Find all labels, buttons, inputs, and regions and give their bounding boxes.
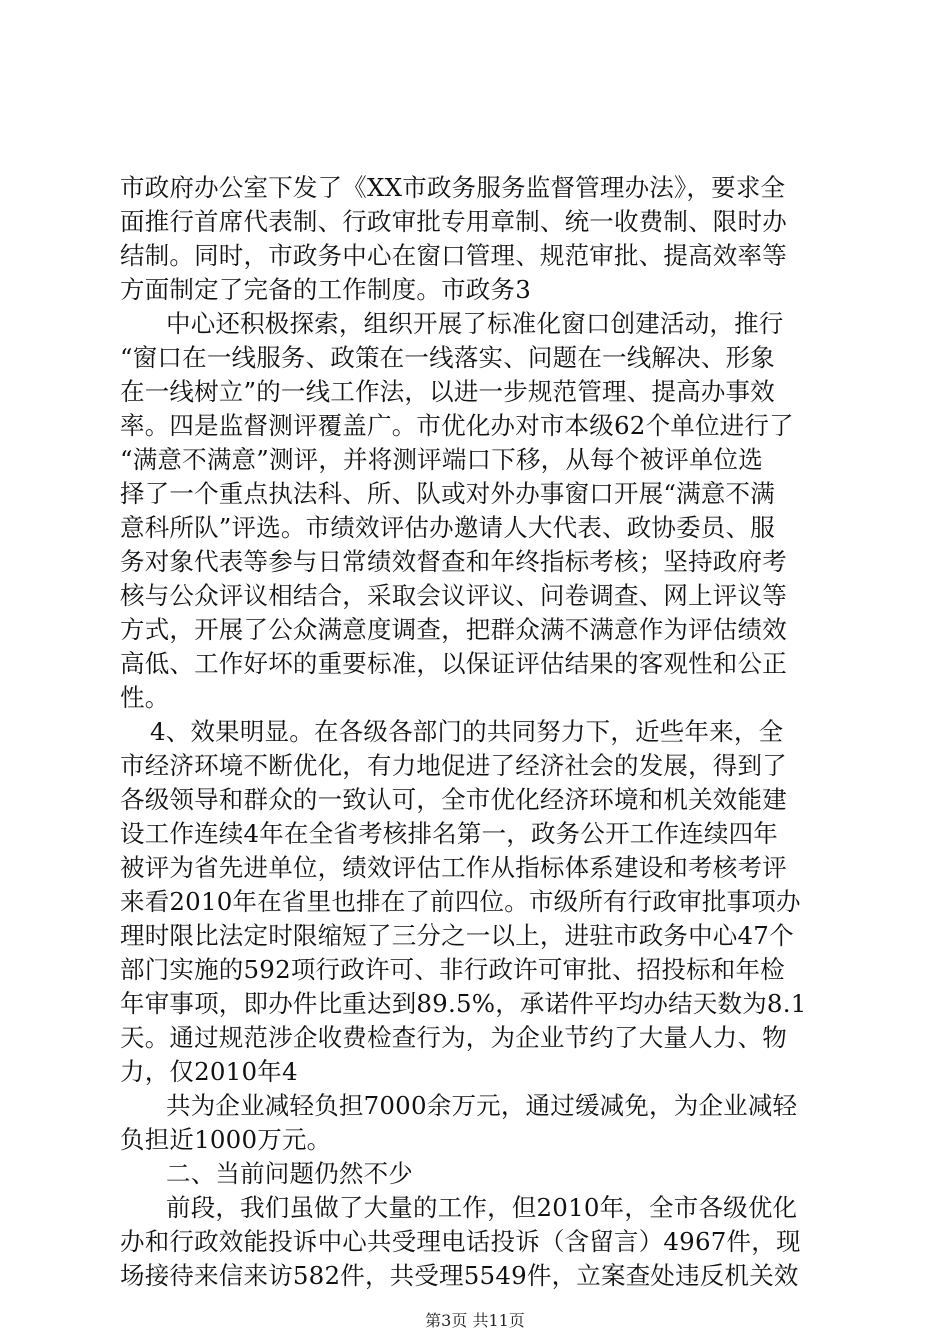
text-line-29: 负担近1000万元。 bbox=[120, 1125, 332, 1154]
text-line-28: 共为企业减轻负担7000余万元，通过缓减免，为企业减轻 bbox=[166, 1091, 798, 1120]
text-line-23: 理时限比法定时限缩短了三分之一以上，进驻市政务中心47个 bbox=[120, 921, 794, 950]
text-line-31: 前段，我们虽做了大量的工作，但2010年，全市各级优化 bbox=[166, 1193, 798, 1222]
text-line-12: 务对象代表等参与日常绩效督查和年终指标考核；坚持政府考 bbox=[120, 547, 787, 576]
text-line-10: 择了一个重点执法科、所、队或对外办事窗口开展“满意不满 bbox=[120, 479, 775, 508]
text-line-33: 场接待来信来访582件，共受理5549件，立案查处违反机关效 bbox=[120, 1261, 799, 1290]
text-line-18: 市经济环境不断优化，有力地促进了经济社会的发展，得到了 bbox=[120, 751, 787, 780]
text-line-20: 设工作连续4年在全省考核排名第一，政务公开工作连续四年 bbox=[120, 819, 778, 848]
text-line-4: 方面制定了完备的工作制度。市政务3 bbox=[120, 275, 531, 304]
text-line-15: 高低、工作好坏的重要标准，以保证评估结果的客观性和公正 bbox=[120, 649, 787, 678]
text-line-27: 力，仅2010年4 bbox=[120, 1057, 298, 1086]
text-line-2: 面推行首席代表制、行政审批专用章制、统一收费制、限时办 bbox=[120, 207, 787, 236]
text-line-11: 意科所队”评选。市绩效评估办邀请人大代表、政协委员、服 bbox=[120, 513, 775, 542]
text-line-22: 来看2010年在省里也排在了前四位。市级所有行政审批事项办 bbox=[120, 887, 801, 916]
text-line-14: 方式，开展了公众满意度调查，把群众满不满意作为评估绩效 bbox=[120, 615, 787, 644]
text-line-3: 结制。同时，市政务中心在窗口管理、规范审批、提高效率等 bbox=[120, 241, 787, 270]
text-line-7: 在一线树立”的一线工作法，以进一步规范管理、提高办事效 bbox=[120, 377, 775, 406]
text-line-13: 核与公众评议相结合，采取会议评议、问卷调查、网上评议等 bbox=[120, 581, 787, 610]
text-line-16: 性。 bbox=[120, 683, 170, 712]
text-line-5: 中心还积极探索，组织开展了标准化窗口创建活动，推行 bbox=[166, 309, 784, 338]
text-line-32: 办和行政效能投诉中心共受理电话投诉（含留言）4967件，现 bbox=[120, 1227, 801, 1256]
text-line-8: 率。四是监督测评覆盖广。市优化办对市本级62个单位进行了 bbox=[120, 411, 794, 440]
text-line-1: 市政府办公室下发了《XX市政务服务监督管理办法》，要求全 bbox=[120, 173, 786, 202]
text-line-19: 各级领导和群众的一致认可，全市优化经济环境和机关效能建 bbox=[120, 785, 787, 814]
text-line-25: 年审事项，即办件比重达到89.5%，承诺件平均办结天数为8.1 bbox=[120, 989, 807, 1018]
text-line-17: 4、效果明显。在各级各部门的共同努力下，近些年来，全 bbox=[150, 717, 784, 746]
section-heading: 二、当前问题仍然不少 bbox=[166, 1159, 413, 1188]
text-line-6: “窗口在一线服务、政策在一线落实、问题在一线解决、形象 bbox=[120, 343, 775, 372]
text-line-9: “满意不满意”测评，并将测评端口下移，从每个被评单位选 bbox=[120, 445, 763, 474]
text-line-21: 被评为省先进单位，绩效评估工作从指标体系建设和考核考评 bbox=[120, 853, 787, 882]
page-footer: 第3页 共11页 bbox=[425, 1311, 525, 1330]
text-line-26: 天。通过规范涉企收费检查行为，为企业节约了大量人力、物 bbox=[120, 1023, 787, 1052]
text-line-24: 部门实施的592项行政许可、非行政许可审批、招投标和年检 bbox=[120, 955, 785, 984]
